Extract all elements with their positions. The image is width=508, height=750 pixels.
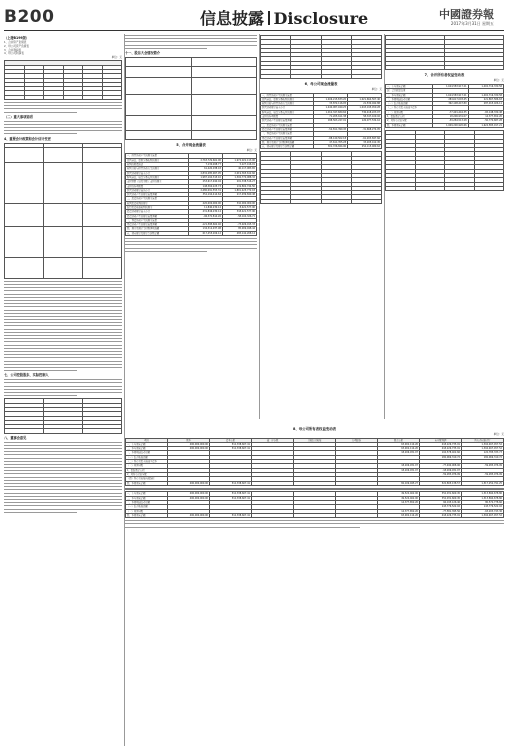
row-label: 二、投资活动产生的现金流量 (261, 123, 314, 127)
row-value: 400,000,000.00 (168, 513, 210, 517)
row-label: 一、上年期末余额 (386, 84, 433, 88)
row-value: 301,726,844.90 (314, 145, 348, 149)
row-label: 支付给职工以及为职工支付的现金 (126, 180, 189, 184)
row-label: （一）综合收益总额 (126, 505, 168, 509)
row-value: 352,194,414.64 (188, 193, 222, 197)
row-label: 经营活动现金流入小计 (261, 106, 314, 110)
unit-label: 单位：元 (493, 433, 504, 436)
row-value: 1,392,774,088.32 (222, 175, 256, 179)
continued-heading: （上接B199版） (4, 35, 30, 40)
row-value: 512,338,607.41 (210, 442, 252, 446)
row-value: -77,491,444.35 (433, 110, 468, 114)
row-value: 217,939,840.48 (222, 193, 256, 197)
table-heading: 4、重要会计政策和会计估计变更 (4, 136, 51, 141)
row-value: 18,206,931.07 (378, 464, 420, 468)
row-value: 318,421,577.90 (222, 210, 256, 214)
row-value: 522,805,138.57 (420, 481, 462, 485)
statement-list-item: 2、母公司资产负债表 (4, 45, 29, 48)
row-label: 加：会计政策变更 (386, 89, 433, 93)
row-label: 收到其他与经营活动有关的现金 (261, 102, 314, 106)
row-value: 71,205,611.38 (314, 115, 348, 119)
row-value: 188,563,247.91 (314, 119, 348, 123)
column-divider (259, 34, 260, 419)
col1-table-c (4, 398, 122, 433)
row-value: -63,203,743.36 (462, 509, 504, 513)
row-value: 63,902,114.20 (378, 447, 420, 451)
row-label: 收回投资收到的现金 (126, 201, 189, 205)
row-value: 1,313,894,678.86 (462, 496, 504, 500)
row-value: -59,284,513.28 (433, 119, 468, 123)
row-label: 投资活动产生的现金流量净额 (261, 127, 314, 131)
row-value: 18,206,931.07 (378, 451, 420, 455)
row-value: 431,846,230.14 (188, 210, 222, 214)
statement-list-item: 4、母公司利润表 (4, 52, 24, 56)
unit-label: 单位：元 (246, 148, 257, 152)
parent-equity-title: 8、母公司所有者权益变动表 (292, 427, 337, 431)
column-4 (385, 34, 504, 419)
row-value: 310,000,000.00 (222, 201, 256, 205)
row-value: 400,000,000.00 (168, 447, 210, 451)
row-value: 18,206,931.07 (433, 115, 468, 119)
row-value: 1,624,583,917.21 (433, 84, 468, 88)
row-label: 二、本年期初余额 (386, 93, 433, 97)
equity-table-title: 7、合并所有者权益变动表 (424, 73, 465, 78)
column-divider (124, 34, 125, 746)
row-value: 63,902,114.20 (378, 442, 420, 446)
row-value: 148,360,225.73 (188, 184, 222, 188)
row-value: 58,347,109.92 (348, 115, 382, 119)
body-text (4, 121, 122, 135)
row-value: 1,021,664,507.40 (348, 97, 382, 101)
row-value: 21,530,942.88 (348, 102, 382, 106)
column-header: 所有者权益合计 (462, 438, 504, 442)
column-header: 未分配利润 (420, 438, 462, 442)
row-value: -61,203,847.66 (348, 136, 382, 140)
body-text (4, 379, 122, 396)
row-value: 1,440,087,949.25 (314, 106, 348, 110)
row-value: 182,069,310.72 (420, 455, 462, 459)
row-value: -59,283,976.99 (462, 472, 504, 476)
col4-table-bottom (385, 130, 504, 191)
row-value: 14,377,652.20 (378, 509, 420, 513)
col2-heading: 十一、股东大会情况简介 (125, 50, 161, 55)
end-heading: 八、董事会意见 (4, 435, 27, 440)
row-value: 134,312,937.98 (188, 227, 222, 231)
row-value: 14,377,652.20 (468, 115, 503, 119)
row-value: 104,578,402.66 (420, 451, 462, 455)
row-label: 四、本期期末余额 (126, 513, 168, 517)
row-label: 购买商品、接受劳务支付的现金 (126, 175, 189, 179)
row-label: （三）利润分配 (126, 509, 168, 513)
row-label: （一）综合收益总额 (386, 102, 433, 106)
row-value: 2,019,365,612.66 (222, 171, 256, 175)
body-text (125, 238, 257, 252)
row-value: -31,668,274.05 (348, 127, 382, 131)
cashflow-table-title: 5、合并现金流量表 (176, 142, 206, 147)
row-value: 418,226,735.91 (420, 513, 462, 517)
row-value: 512,338,607.41 (210, 513, 252, 517)
equity-table (385, 84, 504, 128)
section-title-en: Disclosure (273, 9, 369, 28)
row-value (294, 481, 336, 485)
row-value: 143,776,522.02 (420, 505, 462, 509)
row-label: 五、期末现金及现金等价物余额 (126, 231, 189, 235)
row-value: 1,909,200,920.66 (433, 123, 468, 127)
row-value: 49,524,462.00 (378, 492, 420, 496)
row-value: 1,402,716,330.58 (468, 93, 503, 97)
row-value: -77,490,908.06 (420, 464, 462, 468)
row-label: 1、提取盈余公积 (386, 115, 433, 119)
header-rule (4, 30, 504, 31)
row-value: -77,581,395.56 (420, 509, 462, 513)
row-value: -73,926,015.33 (222, 223, 256, 227)
row-value: 1,624,583,917.21 (468, 123, 503, 127)
column-header: 盈余公积 (378, 438, 420, 442)
column-header: 资本公积 (210, 438, 252, 442)
column-header: 项目 (126, 438, 168, 442)
row-value: 1,043,195,450.28 (348, 106, 382, 110)
row-label: （三）利润分配 (126, 464, 168, 468)
col2-table-top (125, 57, 257, 140)
row-value: 617,455,206.12 (188, 231, 222, 235)
row-value: 287,015,926.11 (468, 102, 503, 106)
row-label: 筹资活动产生的现金流量净额 (261, 136, 314, 140)
row-value (252, 481, 294, 485)
table-row (126, 481, 504, 485)
row-value: 1,394,467,457.52 (462, 442, 504, 446)
row-value: 1,974,021,113.00 (222, 158, 256, 162)
row-value: 253,617,490.04 (188, 180, 222, 184)
row-value (336, 481, 378, 485)
row-label: 销售商品、提供劳务收到的现金 (126, 158, 189, 162)
row-value: 362,108,447.80 (433, 102, 468, 106)
row-value: 14,377,652.20 (378, 500, 420, 504)
section-title-cn: 信息披露 (200, 9, 265, 28)
row-label: （三）利润分配 (386, 110, 433, 114)
row-label: 四、本期期末余额 (386, 123, 433, 127)
row-value: 1,402,716,330.58 (468, 84, 503, 88)
row-label: （四）所有者权益内部结转 (126, 477, 168, 481)
row-value (252, 513, 294, 517)
title-separator (268, 11, 270, 25)
row-value (294, 513, 336, 517)
row-value: 1,012,347,680.66 (314, 110, 348, 114)
row-value: 8,421,577.90 (222, 206, 256, 210)
row-label: 二、本年期初余额 (126, 447, 168, 451)
col1-table-b (4, 143, 122, 279)
column-1 (4, 34, 122, 746)
row-label: 三、本期增减变动金额 (126, 451, 168, 455)
table-row (261, 145, 382, 149)
row-label: 四、本期期末余额 (126, 481, 168, 485)
row-value: 1,987,104,315.10 (188, 175, 222, 179)
cashflow-table (125, 153, 257, 236)
row-label: 1、提取盈余公积 (126, 468, 168, 472)
row-label: 三、本期增减变动金额 (386, 97, 433, 101)
row-label: 三、筹资活动产生的现金流量 (261, 132, 314, 136)
row-label: 一、上年期末余额 (126, 442, 168, 446)
row-value: 512,338,607.41 (210, 447, 252, 451)
row-value: 1,801,425,772.18 (222, 188, 256, 192)
row-value: 352,031,609.45 (420, 492, 462, 496)
row-value (336, 513, 378, 517)
row-value: -50,770,687.28 (468, 119, 503, 123)
row-value: 2,763,729,661.00 (188, 158, 222, 162)
row-value: 126,077,534.16 (348, 119, 382, 123)
parent-cashflow-table (260, 93, 382, 150)
row-value: 418,226,735.91 (420, 447, 462, 451)
row-label: 经营活动产生的现金流量净额 (126, 193, 189, 197)
column-divider (384, 34, 385, 419)
row-value: 1,517,252,791.25 (462, 481, 504, 485)
parent-equity-table-prior (125, 491, 504, 518)
row-value: 284,617,003.45 (433, 97, 468, 101)
column-3 (260, 34, 382, 419)
row-value: 483,142,268.14 (222, 231, 256, 235)
column-header: 专项储备 (336, 438, 378, 442)
row-value: -59,283,976.99 (462, 464, 504, 468)
equity-change-section (125, 424, 504, 746)
table-divider (125, 488, 504, 490)
row-value: -65,148,339.48 (468, 110, 503, 114)
row-value: 122,785,333.73 (462, 451, 504, 455)
row-label: 一、上年期末余额 (126, 492, 168, 496)
row-value: 11,846,230.14 (188, 206, 222, 210)
footnote-text (125, 520, 504, 527)
row-label: 五、期末现金及现金等价物余额 (261, 145, 314, 149)
row-label: 2、对所有者的分配 (126, 472, 168, 476)
col4-table-top (385, 35, 504, 70)
row-label: 筹资活动产生的现金流量净额 (126, 223, 189, 227)
column-header: 股本 (168, 438, 210, 442)
row-label: 经营活动产生的现金流量净额 (261, 119, 314, 123)
row-value: 85,909,498.44 (222, 227, 256, 231)
row-label: 收到的税费返还 (126, 163, 189, 167)
body-text (125, 35, 257, 49)
column-2 (125, 34, 257, 419)
row-label: 支付的各项税费 (126, 184, 189, 188)
row-label: （二）所有者投入和减少资本 (386, 106, 433, 110)
newspaper-logo: 中國證券報 (439, 8, 494, 21)
row-label: 三、筹资活动产生的现金流量 (126, 218, 189, 222)
row-value: 512,338,607.41 (210, 496, 252, 500)
page-header (0, 0, 508, 32)
table-row (126, 231, 257, 235)
row-label: （一）综合收益总额 (126, 455, 168, 459)
body-text (4, 442, 122, 513)
col3-table-bottom (260, 151, 382, 204)
row-value: -18,206,931.07 (420, 468, 462, 472)
column-header: 减：库存股 (252, 438, 294, 442)
row-label: 投资活动产生的现金流量净额 (126, 214, 189, 218)
row-value: -121,508,662.40 (188, 223, 222, 227)
row-value: 1,313,894,678.86 (462, 492, 504, 496)
row-label: 2、对所有者的分配 (386, 119, 433, 123)
row-value: -96,372,814.26 (188, 214, 222, 218)
row-value: -88,140,502.18 (314, 136, 348, 140)
table-row (386, 123, 504, 127)
row-value: 5,227,416.01 (222, 163, 256, 167)
row-value: 512,338,607.41 (210, 492, 252, 496)
row-label: 经营活动现金流入小计 (126, 171, 189, 175)
row-value: 400,000,000.00 (168, 481, 210, 485)
lower-heading: 七、公司控股股东、实际控制人 (4, 373, 49, 378)
row-label: 一、经营活动产生的现金流量 (126, 154, 189, 158)
row-value: -52,811,390.45 (314, 127, 348, 131)
row-value: 1,406,215,833.20 (314, 97, 348, 101)
issue-date: 2017年3月31日 星期五 (450, 21, 494, 26)
table-row (126, 513, 504, 517)
row-value: 2,480,091,553.31 (188, 188, 222, 192)
statement-list-item: 1、合并资产负债表 (4, 41, 27, 45)
row-value: 420,000,000.00 (188, 201, 222, 205)
row-value: 1,394,467,457.52 (462, 447, 504, 451)
row-value: 201,338,516.27 (222, 180, 256, 184)
row-value: 418,226,735.91 (420, 442, 462, 446)
row-value: 33,872,116.05 (314, 102, 348, 106)
parent-cashflow-title: 6、母公司现金流量表 (304, 81, 338, 86)
row-label: 四、现金及现金等价物净增加额 (261, 140, 314, 144)
unit-label: 单位：元 (493, 79, 504, 83)
row-value: 2,832,285,967.95 (188, 171, 222, 175)
row-label: 投资活动现金流入小计 (126, 210, 189, 214)
row-value: 33,205,412.45 (348, 140, 382, 144)
row-value: 63,902,114.20 (378, 513, 420, 517)
row-value: 80,572,778.66 (462, 500, 504, 504)
row-value: 143,776,522.02 (462, 505, 504, 509)
row-value: -59,283,976.99 (420, 472, 462, 476)
row-label: 销售商品、提供劳务收到的现金 (261, 97, 314, 101)
row-value: 512,338,607.41 (210, 481, 252, 485)
row-value: -58,104,326.71 (222, 214, 256, 218)
row-label: 二、本年期初余额 (126, 496, 168, 500)
row-value: 47,611,355.28 (314, 140, 348, 144)
row-value: 400,000,000.00 (168, 442, 210, 446)
row-value: 66,195,126.46 (420, 500, 462, 504)
row-value: 221,867,586.63 (468, 97, 503, 101)
row-label: 二、投资活动产生的现金流量 (126, 197, 189, 201)
row-label: （二）所有者投入和减少资本 (126, 460, 168, 464)
row-value: 182,069,310.72 (462, 455, 504, 459)
row-label: 一、经营活动产生的现金流量 (261, 93, 314, 97)
column-header: 其他综合收益 (294, 438, 336, 442)
unit-label: 单位：元 (371, 87, 382, 91)
row-value: 254,115,489.62 (348, 145, 382, 149)
row-value: 1,624,583,917.21 (433, 93, 468, 97)
unit-label: 单位：元 (111, 55, 122, 59)
page-number: B200 (4, 7, 55, 27)
statement-list (4, 41, 122, 55)
row-label: 取得投资收益收到的现金 (126, 206, 189, 210)
row-label: 收到其他与经营活动有关的现金 (126, 167, 189, 171)
row-value: 49,524,462.00 (378, 496, 420, 500)
row-value: 40,117,083.65 (222, 167, 256, 171)
row-value: 400,000,000.00 (168, 492, 210, 496)
col3-table-top (260, 35, 382, 79)
section-title (200, 6, 368, 29)
row-label: 支付的各项税费 (261, 115, 314, 119)
row-label: 经营活动现金流出小计 (126, 188, 189, 192)
row-value: 7,130,268.77 (188, 163, 222, 167)
col1-table-a (4, 60, 122, 100)
row-label: 四、现金及现金等价物净增加额 (126, 227, 189, 231)
row-value: 82,109,045.27 (378, 481, 420, 485)
body-text (4, 102, 122, 113)
page-content (4, 34, 504, 746)
row-value: 352,031,609.45 (420, 496, 462, 500)
row-value: 18,206,931.07 (378, 468, 420, 472)
row-value: 61,426,038.18 (188, 167, 222, 171)
row-value: 736,418,223.07 (348, 110, 382, 114)
row-value: 400,000,000.00 (168, 496, 210, 500)
row-value: 1,394,467,457.52 (462, 513, 504, 517)
row-label: 三、本期增减变动金额 (126, 500, 168, 504)
row-label: 购买商品、接受劳务支付的现金 (261, 110, 314, 114)
body-text (4, 281, 122, 371)
statement-list-item: 3、合并利润表 (4, 48, 22, 52)
row-value: 119,802,744.50 (222, 184, 256, 188)
mid-heading: （二）重大事项说明 (4, 114, 33, 119)
parent-equity-table-current (125, 438, 504, 486)
